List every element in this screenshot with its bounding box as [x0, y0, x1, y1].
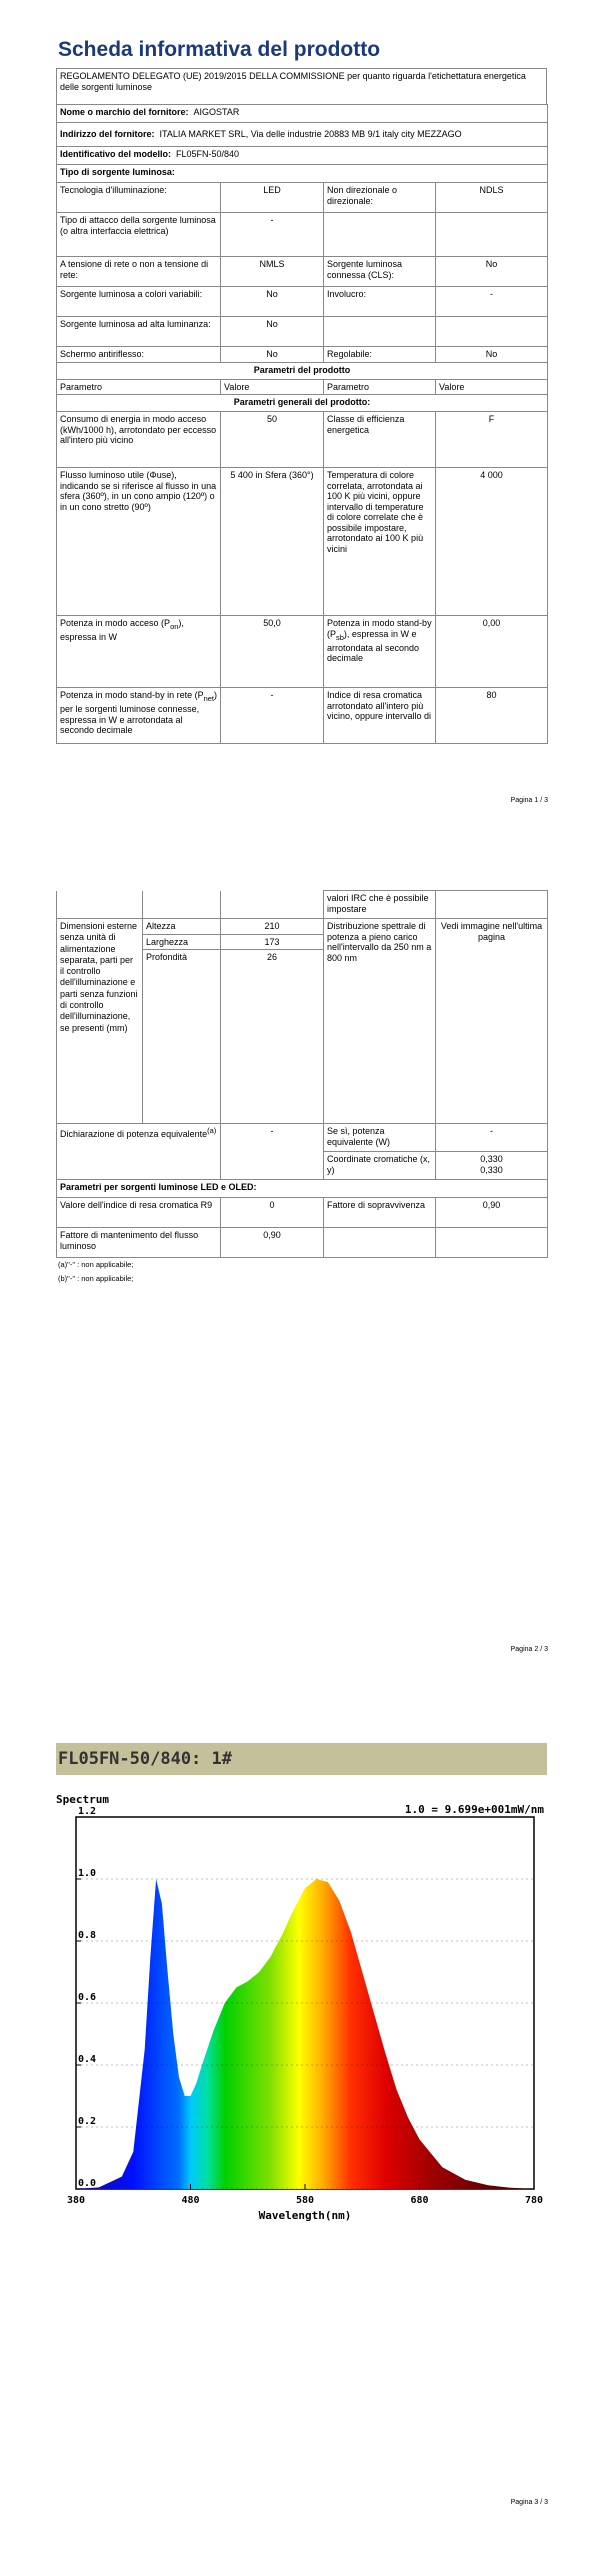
equiv-w-label: Se sì, potenza equivalente (W) — [324, 1124, 436, 1152]
param-label: Temperatura di colore correlata, arrotondata ai 100 K più vicini, oppure intervallo di temperature di colore correlate che è possibile impostare, arrotondato ai 100 K più vicini — [324, 468, 436, 616]
chroma-x: 0,330 — [480, 1154, 503, 1164]
chart-title: Spectrum — [56, 1793, 109, 1806]
source-type-heading-row — [57, 165, 548, 183]
param-label: Flusso luminoso utile (Φuse), indicando se si riferisce al flusso in una sfera (360º), in un cono ampio (120º) o in un cono stretto (90º) — [57, 468, 221, 616]
param-label: Potenza in modo stand-by $(P_{sb})$, espressa in W e arrotondata al secondo decimale — [324, 616, 436, 688]
param-value: 50,0 — [221, 616, 324, 688]
spectrum-area — [76, 1879, 534, 2189]
source-value: No — [221, 347, 324, 363]
source-row — [57, 213, 548, 257]
document-title: Scheda informativa del prodotto — [58, 38, 381, 61]
source-label: Tecnologia d'illuminazione: — [57, 183, 221, 213]
regulation-text: REGOLAMENTO DELEGATO (UE) 2019/2015 DELLA COMMISSIONE per quanto riguarda l'etichettatura energetica delle sorgenti luminose — [56, 68, 547, 105]
source-row — [57, 257, 548, 287]
source-label — [324, 213, 436, 257]
maintenance-value: 0,90 — [221, 1228, 324, 1258]
source-value — [436, 213, 548, 257]
param-label: Indice di resa cromatica arrotondato all'intero più vicino, oppure intervallo di — [324, 688, 436, 744]
x-tick-label: 380 — [66, 2195, 86, 2206]
param-row — [57, 412, 548, 468]
page-2 — [0, 850, 603, 1700]
dim-name: Altezza — [143, 919, 221, 935]
source-label: Sorgente luminosa ad alta luminanza: — [57, 317, 221, 347]
params-columns-row — [57, 379, 548, 395]
led-heading: Parametri per sorgenti luminose LED e OLED: — [57, 1180, 548, 1198]
column-header: Valore — [221, 379, 324, 395]
param-value: - — [221, 688, 324, 744]
spectral-distribution-label: Distribuzione spettrale di potenza a pieno carico nell'intervallo da 250 nm a 800 nm — [324, 919, 436, 1124]
chroma-y: 0,330 — [480, 1164, 503, 1175]
param-value: 0,00 — [436, 616, 548, 688]
column-header: Parametro — [57, 379, 221, 395]
y-tick-label: 1.2 — [78, 1806, 97, 1817]
supplier-name-row — [57, 105, 548, 123]
supplier-address-label: Indirizzo del fornitore: — [60, 129, 155, 140]
source-label: Involucro: — [324, 287, 436, 317]
cri-continued-row — [57, 891, 548, 919]
column-header: Parametro — [324, 379, 436, 395]
source-value: No — [436, 347, 548, 363]
source-label: Sorgente luminosa connessa (CLS): — [324, 257, 436, 287]
source-row — [57, 347, 548, 363]
param-value: 4 000 — [436, 468, 548, 616]
param-label: Potenza in modo acceso $(P_{on})$, espressa in W — [57, 616, 221, 688]
footnote-b: (b)"-" : non applicabile; — [58, 1274, 134, 1283]
supplier-address: ITALIA MARKET SRL, Via delle industrie 20883 MB 9/1 italy city MEZZAGO — [159, 129, 462, 140]
source-label — [324, 317, 436, 347]
source-value: No — [221, 287, 324, 317]
x-tick-label: 480 — [181, 2195, 200, 2206]
source-label: Tipo di attacco della sorgente luminosa (o altra interfaccia elettrica) — [57, 213, 221, 257]
spectral-distribution-value: Vedi immagine nell'ultima pagina — [436, 919, 548, 1124]
equiv-row — [57, 1124, 548, 1152]
survival-label: Fattore di sopravvivenza — [324, 1198, 436, 1228]
x-tick-label: 580 — [295, 2195, 315, 2206]
param-label: Potenza in modo stand-by in rete $(P_{net})$ per le sorgenti luminose connesse, espressa in W e arrotondata al secondo decimale — [57, 688, 221, 744]
source-label: Non direzionale o direzionale: — [324, 183, 436, 213]
supplier-name: AIGOSTAR — [193, 107, 240, 117]
r9-row — [57, 1198, 548, 1228]
source-value: - — [221, 213, 324, 257]
y-tick-label: 0.6 — [78, 1992, 97, 2003]
cri-continued-label: valori IRC che è possibile impostare — [324, 891, 436, 919]
params-heading-row — [57, 362, 548, 379]
spectrum-svg — [56, 1787, 547, 2237]
source-row — [57, 317, 548, 347]
source-value — [436, 317, 548, 347]
dim-name: Profondità — [143, 950, 221, 1124]
footnote-a: (a)"-" : non applicabile; — [58, 1260, 134, 1269]
supplier-address-row — [57, 123, 548, 147]
y-tick-label: 0.8 — [78, 1930, 97, 1941]
source-row — [57, 183, 548, 213]
product-sheet-table-continued — [56, 890, 548, 1258]
source-label: Schermo antiriflesso: — [57, 347, 221, 363]
dims-label: Dimensioni esterne senza unità di alimentazione separata, parti per il controllo dell'illuminazione e parti senza funzioni di controllo dell'illuminazione, se presenti (mm) — [57, 919, 143, 1124]
dim-value: 26 — [221, 950, 324, 1124]
x-axis-label: Wavelength(nm) — [258, 2209, 352, 2222]
page-number: Pagina 2 / 3 — [510, 1646, 548, 1653]
x-tick-label: 780 — [524, 2195, 544, 2206]
general-heading: Parametri generali del prodotto: — [57, 395, 548, 412]
source-row — [57, 287, 548, 317]
model-id: FL05FN-50/840 — [176, 149, 240, 159]
y-tick-label: 0.2 — [78, 2116, 97, 2127]
dim-value: 173 — [221, 934, 324, 950]
general-heading-row — [57, 395, 548, 412]
equiv-label: Dichiarazione di potenza equivalente — [60, 1129, 208, 1139]
spectrum-header — [56, 1743, 547, 1775]
param-value: 5 400 in Sfera (360°) — [221, 468, 324, 616]
page-number: Pagina 3 / 3 — [510, 2499, 548, 2506]
dim-value: 210 — [221, 919, 324, 935]
product-sheet-table — [56, 104, 548, 744]
params-heading: Parametri del prodotto — [57, 362, 548, 379]
equiv-value: - — [221, 1124, 324, 1180]
chroma-label: Coordinate cromatiche (x, y) — [324, 1152, 436, 1180]
y-tick-label: 0.0 — [78, 2178, 97, 2189]
x-tick-label: 680 — [410, 2195, 429, 2206]
source-value: LED — [221, 183, 324, 213]
page-number: Pagina 1 / 3 — [510, 797, 548, 804]
source-value: NDLS — [436, 183, 548, 213]
param-row — [57, 688, 548, 744]
chroma-values — [436, 1152, 548, 1180]
chart-annotation: 1.0 = 9.699e+001mW/nm — [404, 1803, 544, 1816]
led-heading-row — [57, 1180, 548, 1198]
source-value: No — [221, 317, 324, 347]
maintenance-label: Fattore di mantenimento del flusso luminoso — [57, 1228, 221, 1258]
model-row — [57, 147, 548, 165]
source-label: A tensione di rete o non a tensione di rete: — [57, 257, 221, 287]
model-label: Identificativo del modello: — [60, 149, 172, 159]
r9-label: Valore dell'indice di resa cromatica R9 — [57, 1198, 221, 1228]
param-value: 50 — [221, 412, 324, 468]
source-label: Regolabile: — [324, 347, 436, 363]
spectrum-chart — [56, 1787, 547, 2237]
source-label: Sorgente luminosa a colori variabili: — [57, 287, 221, 317]
dims-row — [57, 919, 548, 935]
param-value: F — [436, 412, 548, 468]
equiv-w-value: - — [436, 1124, 548, 1152]
page-1 — [0, 0, 603, 850]
param-label: Consumo di energia in modo acceso (kWh/1000 h), arrotondato per eccesso all'intero più vicino — [57, 412, 221, 468]
source-value: NMLS — [221, 257, 324, 287]
supplier-name-label: Nome o marchio del fornitore: — [60, 107, 189, 117]
param-value: 80 — [436, 688, 548, 744]
source-value: - — [436, 287, 548, 317]
spectrum-header-text: FL05FN-50/840: 1# — [58, 1749, 232, 1769]
y-tick-label: 0.4 — [78, 2054, 97, 2065]
param-row — [57, 468, 548, 616]
source-type-heading: Tipo di sorgente luminosa: — [57, 165, 548, 183]
r9-value: 0 — [221, 1198, 324, 1228]
param-row — [57, 616, 548, 688]
survival-value: 0,90 — [436, 1198, 548, 1228]
maintenance-row — [57, 1228, 548, 1258]
source-value: No — [436, 257, 548, 287]
column-header: Valore — [436, 379, 548, 395]
dim-name: Larghezza — [143, 934, 221, 950]
equiv-label-cell — [57, 1124, 221, 1180]
y-tick-label: 1.0 — [78, 1868, 97, 1879]
param-label: Classe di efficienza energetica — [324, 412, 436, 468]
equiv-footnote-ref: (a) — [207, 1126, 217, 1135]
